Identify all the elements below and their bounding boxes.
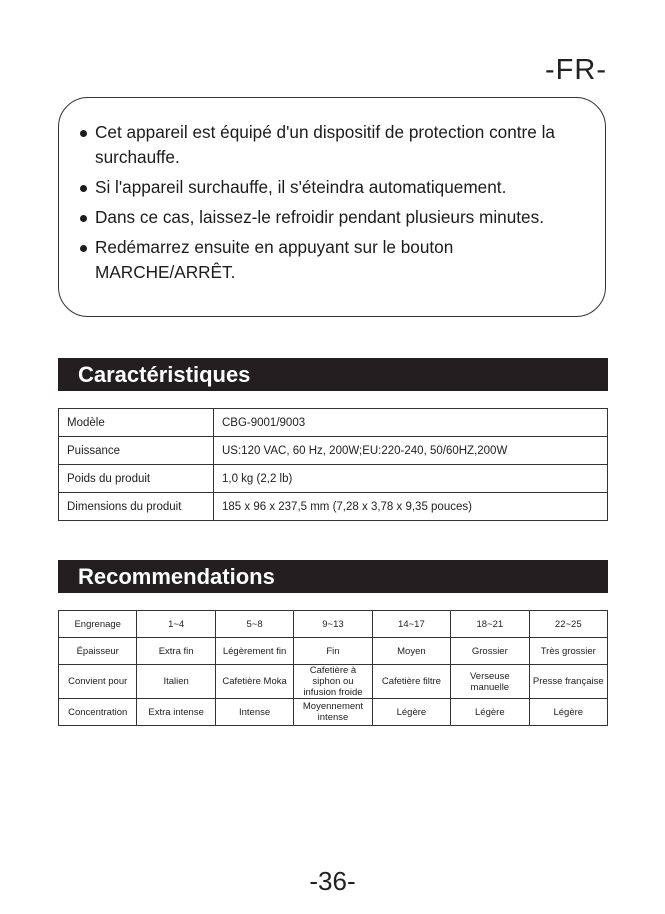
notice-text: Redémarrez ensuite en appuyant sur le bouton MARCHE/ARRÊT. — [95, 237, 454, 282]
table-row — [59, 638, 608, 665]
table-cell: 1~4 — [137, 611, 215, 638]
recommendations-table — [58, 610, 608, 726]
table-cell: 18~21 — [451, 611, 529, 638]
table-row — [59, 699, 608, 726]
bullet-icon — [80, 130, 87, 137]
table-cell: 9~13 — [294, 611, 372, 638]
characteristics-table — [58, 408, 608, 521]
table-cell: Cafetière filtre — [372, 665, 450, 699]
notice-item — [79, 120, 591, 170]
spec-value: CBG-9001/9003 — [214, 409, 608, 437]
bullet-icon — [80, 215, 87, 222]
spec-label: Poids du produit — [59, 465, 214, 493]
table-cell: Épaisseur — [59, 638, 137, 665]
table-row — [59, 611, 608, 638]
table-cell: Extra fin — [137, 638, 215, 665]
spec-label: Dimensions du produit — [59, 493, 214, 521]
table-cell: Cafetière Moka — [215, 665, 293, 699]
table-cell: Grossier — [451, 638, 529, 665]
page-number: -36- — [309, 866, 356, 896]
table-cell: 22~25 — [529, 611, 607, 638]
spec-value: 185 x 96 x 237,5 mm (7,28 x 3,78 x 9,35 pouces) — [214, 493, 608, 521]
table-row — [59, 493, 608, 521]
bullet-icon — [80, 245, 87, 252]
table-cell: Très grossier — [529, 638, 607, 665]
table-row — [59, 437, 608, 465]
notice-text: Cet appareil est équipé d'un dispositif de protection contre la surchauffe. — [95, 122, 555, 167]
table-cell: Concentration — [59, 699, 137, 726]
table-cell: 5~8 — [215, 611, 293, 638]
table-cell: Presse française — [529, 665, 607, 699]
table-cell: Extra intense — [137, 699, 215, 726]
table-cell: Cafetière à siphon ou infusion froide — [294, 665, 372, 699]
overheat-notice-box — [58, 97, 606, 317]
table-cell: Fin — [294, 638, 372, 665]
table-cell: Légère — [529, 699, 607, 726]
table-cell: Légèrement fin — [215, 638, 293, 665]
table-row — [59, 409, 608, 437]
table-cell: Italien — [137, 665, 215, 699]
recommendations-heading: Recommendations — [58, 560, 608, 593]
table-cell: Convient pour — [59, 665, 137, 699]
table-cell: Verseuse manuelle — [451, 665, 529, 699]
notice-item — [79, 175, 591, 200]
notice-item — [79, 235, 591, 285]
spec-label: Puissance — [59, 437, 214, 465]
table-cell: Engrenage — [59, 611, 137, 638]
notice-list — [79, 120, 591, 290]
notice-item — [79, 205, 591, 230]
notice-text: Si l'appareil surchauffe, il s'éteindra automatiquement. — [95, 177, 507, 197]
characteristics-heading: Caractéristiques — [58, 358, 608, 391]
table-cell: Légère — [372, 699, 450, 726]
table-cell: Moyennement intense — [294, 699, 372, 726]
language-tag: -FR- — [545, 54, 607, 86]
table-cell: 14~17 — [372, 611, 450, 638]
notice-text: Dans ce cas, laissez-le refroidir pendant plusieurs minutes. — [95, 207, 544, 227]
spec-label: Modèle — [59, 409, 214, 437]
table-cell: Intense — [215, 699, 293, 726]
spec-value: 1,0 kg (2,2 lb) — [214, 465, 608, 493]
table-cell: Légère — [451, 699, 529, 726]
bullet-icon — [80, 185, 87, 192]
spec-value: US:120 VAC, 60 Hz, 200W;EU:220-240, 50/60HZ,200W — [214, 437, 608, 465]
table-row — [59, 665, 608, 699]
table-cell: Moyen — [372, 638, 450, 665]
table-row — [59, 465, 608, 493]
